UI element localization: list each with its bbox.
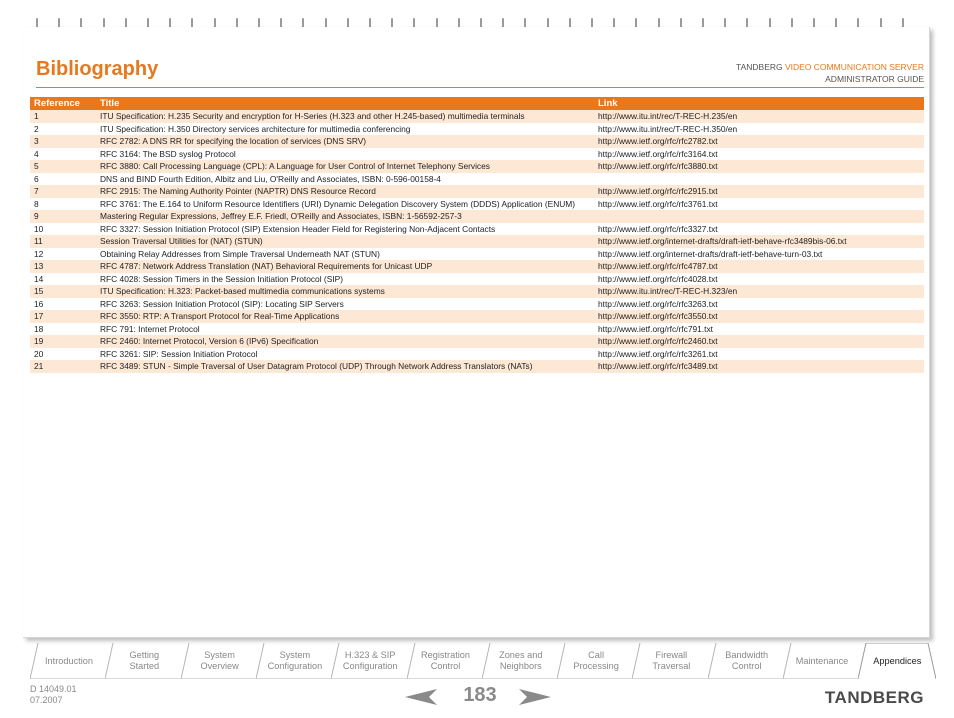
reference-cell: 8 [30,198,96,211]
pager [405,684,555,710]
reference-cell: 14 [30,273,96,286]
table-row [30,198,924,211]
table-row [30,360,924,373]
table-row [30,298,924,311]
table-row [30,110,924,123]
title-cell: RFC 3327: Session Initiation Protocol (SIP) Extension Header Field for Registering Non-Adjacent Contacts [96,223,594,236]
title-cell: DNS and BIND Fourth Edition, Albitz and Liu, O'Reilly and Associates, ISBN: 0-596-00158-4 [96,173,594,186]
title-cell: RFC 3263: Session Initiation Protocol (SIP): Locating SIP Servers [96,298,594,311]
reference-cell: 9 [30,210,96,223]
title-cell: RFC 3761: The E.164 to Uniform Resource Identifiers (URI) Dynamic Delegation Discovery System (DDDS) Application (ENUM) [96,198,594,211]
link-cell[interactable]: http://www.ietf.org/rfc/rfc2915.txt [594,185,924,198]
link-cell[interactable]: http://www.ietf.org/rfc/rfc4028.txt [594,273,924,286]
brand-header [736,61,924,85]
table-row [30,185,924,198]
link-cell[interactable]: http://www.itu.int/rec/T-REC-H.350/en [594,123,924,136]
tab-appendices[interactable] [858,643,936,679]
reference-cell: 1 [30,110,96,123]
reference-cell: 16 [30,298,96,311]
title-cell: Obtaining Relay Addresses from Simple Traversal Underneath NAT (STUN) [96,248,594,261]
table-row [30,273,924,286]
link-cell [594,210,924,223]
link-cell[interactable]: http://www.ietf.org/internet-drafts/draft-ietf-behave-turn-03.txt [594,248,924,261]
brand-prefix: TANDBERG [736,62,785,72]
reference-cell: 13 [30,260,96,273]
right-arrow-icon[interactable] [519,689,551,705]
link-cell[interactable]: http://www.itu.int/rec/T-REC-H.235/en [594,110,924,123]
title-cell: RFC 3164: The BSD syslog Protocol [96,148,594,161]
title-cell: ITU Specification: H.323: Packet-based multimedia communications systems [96,285,594,298]
tab-label-line1: H.323 & SIP [344,650,396,660]
link-cell[interactable]: http://www.ietf.org/rfc/rfc2782.txt [594,135,924,148]
link-cell[interactable]: http://www.ietf.org/rfc/rfc2460.txt [594,335,924,348]
tab-label-line2: Control [430,661,461,671]
table-row [30,210,924,223]
tab-label-line1: Introduction [44,655,93,666]
link-cell[interactable]: http://www.ietf.org/rfc/rfc3263.txt [594,298,924,311]
tab-label-line2: Configuration [267,661,323,671]
tab-zones-and[interactable] [482,643,560,679]
brand-product: VIDEO COMMUNICATION SERVER [784,62,924,72]
reference-cell: 3 [30,135,96,148]
reference-cell: 7 [30,185,96,198]
title-cell: RFC 3489: STUN - Simple Traversal of User Datagram Protocol (UDP) Through Network Address Translators (NATs) [96,360,594,373]
doc-id: D 14049.01 [30,684,77,694]
tab-label-line1: Call [588,650,604,660]
link-cell[interactable]: http://www.ietf.org/rfc/rfc3261.txt [594,348,924,361]
link-cell[interactable]: http://www.itu.int/rec/T-REC-H.323/en [594,285,924,298]
reference-cell: 2 [30,123,96,136]
tab-firewall[interactable] [632,643,710,679]
tab-label-line1: Registration [420,650,471,660]
header-link: Link [594,97,924,110]
tab-label-line1: System [204,650,235,660]
link-cell[interactable]: http://www.ietf.org/rfc/rfc3880.txt [594,160,924,173]
table-row [30,160,924,173]
title-cell: Session Traversal Utilities for (NAT) (STUN) [96,235,594,248]
tab-label-line1: Appendices [873,655,922,666]
reference-cell: 12 [30,248,96,261]
doc-date: 07.2007 [30,695,63,705]
link-cell[interactable]: http://www.ietf.org/rfc/rfc3550.txt [594,310,924,323]
tab-label-line2: Started [129,661,160,671]
tab-introduction[interactable] [30,643,108,679]
tab-label-line2: Configuration [342,661,398,671]
title-cell: ITU Specification: H.350 Directory services architecture for multimedia conferencing [96,123,594,136]
tab-label-line1: Bandwidth [725,650,769,660]
tab-label-line1: Firewall [655,650,688,660]
table-row [30,223,924,236]
tab-label-line1: Zones and [499,650,543,660]
link-cell[interactable]: http://www.ietf.org/rfc/rfc3327.txt [594,223,924,236]
table-header-row [30,97,924,110]
page-title: Bibliography [36,58,159,80]
reference-cell: 20 [30,348,96,361]
title-cell: RFC 4028: Session Timers in the Session Initiation Protocol (SIP) [96,273,594,286]
tab-label-line2: Processing [573,661,619,671]
tab-system[interactable] [256,643,334,679]
table-row [30,173,924,186]
tab-label-line2: Overview [200,661,239,671]
title-cell: RFC 2915: The Naming Authority Pointer (NAPTR) DNS Resource Record [96,185,594,198]
section-nav [30,643,930,681]
title-cell: ITU Specification: H.235 Security and encryption for H-Series (H.323 and other H.245-based) multimedia terminals [96,110,594,123]
left-arrow-icon[interactable] [405,689,437,705]
title-cell: RFC 3880: Call Processing Language (CPL): A Language for User Control of Internet Telephony Services [96,160,594,173]
tab-h-323-sip[interactable] [331,643,409,679]
title-cell: RFC 3261: SIP: Session Initiation Protocol [96,348,594,361]
link-cell[interactable]: http://www.ietf.org/internet-drafts/draft-ietf-behave-rfc3489bis-06.txt [594,235,924,248]
page-number: 183 [463,684,497,706]
tab-bandwidth[interactable] [708,643,786,679]
table-row [30,310,924,323]
title-cell: RFC 2782: A DNS RR for specifying the location of services (DNS SRV) [96,135,594,148]
title-cell: Mastering Regular Expressions, Jeffrey E.F. Friedl, O'Reilly and Associates, ISBN: 1-56592-257-3 [96,210,594,223]
tab-label-line2: Traversal [652,661,691,671]
reference-cell: 4 [30,148,96,161]
reference-cell: 18 [30,323,96,336]
link-cell[interactable]: http://www.ietf.org/rfc/rfc3489.txt [594,360,924,373]
title-cell: RFC 3550: RTP: A Transport Protocol for Real-Time Applications [96,310,594,323]
title-cell: RFC 2460: Internet Protocol, Version 6 (IPv6) Specification [96,335,594,348]
doc-info [30,684,77,706]
tab-label-line2: Control [731,661,762,671]
table-row [30,123,924,136]
table-row [30,260,924,273]
table-row [30,248,924,261]
reference-cell: 5 [30,160,96,173]
link-cell[interactable]: http://www.ietf.org/rfc/rfc791.txt [594,323,924,336]
reference-cell: 11 [30,235,96,248]
tab-system[interactable] [181,643,259,679]
link-cell [594,173,924,186]
table-row [30,135,924,148]
reference-cell: 17 [30,310,96,323]
link-cell[interactable]: http://www.ietf.org/rfc/rfc4787.txt [594,260,924,273]
table-row [30,335,924,348]
tab-call[interactable] [557,643,635,679]
link-cell[interactable]: http://www.ietf.org/rfc/rfc3761.txt [594,198,924,211]
table-row [30,235,924,248]
tandberg-logo: TANDBERG [824,688,924,707]
header-reference: Reference [30,97,96,110]
reference-cell: 21 [30,360,96,373]
reference-cell: 6 [30,173,96,186]
reference-cell: 10 [30,223,96,236]
link-cell[interactable]: http://www.ietf.org/rfc/rfc3164.txt [594,148,924,161]
reference-cell: 15 [30,285,96,298]
title-cell: RFC 4787: Network Address Translation (NAT) Behavioral Requirements for Unicast UDP [96,260,594,273]
header-title: Title [96,97,594,110]
title-divider [36,87,924,88]
table-row [30,285,924,298]
reference-cell: 19 [30,335,96,348]
tab-registration[interactable] [407,643,485,679]
table-row [30,148,924,161]
bibliography-table [30,97,924,373]
brand-subtitle: ADMINISTRATOR GUIDE [825,74,924,84]
tab-label-line1: Getting [129,650,160,660]
tab-label-line1: Maintenance [795,655,849,666]
title-cell: RFC 791: Internet Protocol [96,323,594,336]
table-row [30,348,924,361]
tab-label-line1: System [279,650,311,660]
tab-maintenance[interactable] [783,643,861,679]
tab-getting[interactable] [105,643,183,679]
tab-label-line2: Neighbors [499,661,542,671]
table-row [30,323,924,336]
